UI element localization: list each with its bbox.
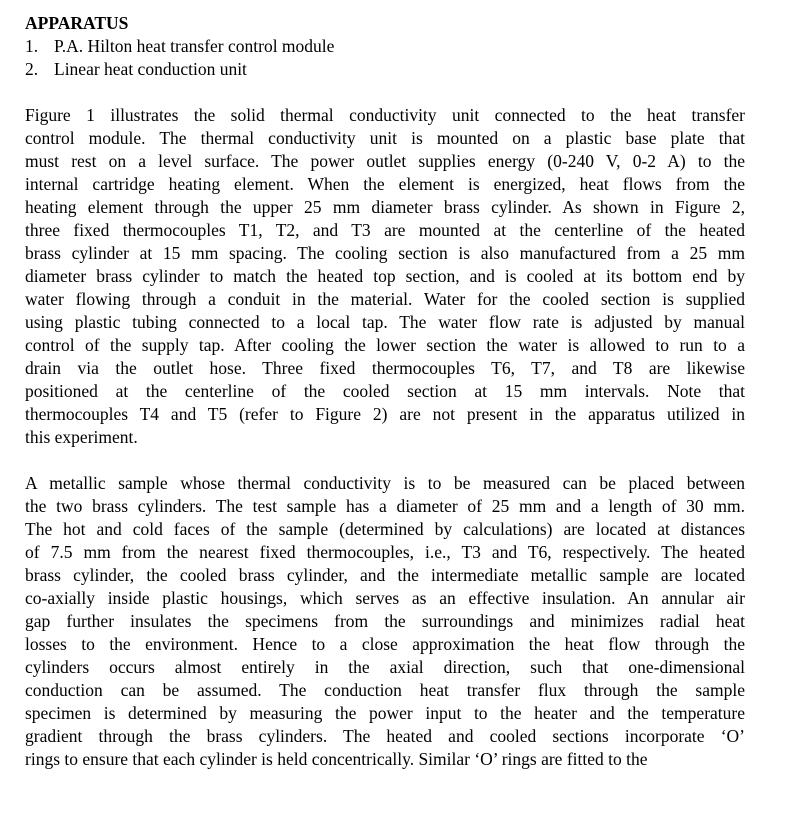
text-line: control of the supply tap. After cooling the lower section the water is allowed to run to a xyxy=(25,335,745,355)
paragraph-spacer xyxy=(25,449,745,472)
paragraph-sample-description xyxy=(25,472,745,771)
text-line: drain via the outlet hose. Three fixed thermocouples T6, T7, and T8 are likewise xyxy=(25,358,745,378)
text-line: this experiment. xyxy=(25,427,138,447)
text-line: The hot and cold faces of the sample (determined by calculations) are located at distances xyxy=(25,519,745,539)
text-line: rings to ensure that each cylinder is held concentrically. Similar ‘O’ rings are fitted to the xyxy=(25,749,648,769)
text-line: co-axially inside plastic housings, which serves as an effective insulation. An annular air xyxy=(25,588,745,608)
text-line: using plastic tubing connected to a local tap. The water flow rate is adjusted by manual xyxy=(25,312,745,332)
text-line: positioned at the centerline of the cooled section at 15 mm intervals. Note that xyxy=(25,381,745,401)
section-heading: APPARATUS xyxy=(25,13,129,33)
list-item-number: 1. xyxy=(25,36,39,56)
text-line: water flowing through a conduit in the material. Water for the cooled section is supplied xyxy=(25,289,745,309)
text-line: internal cartridge heating element. When the element is energized, heat flows from the xyxy=(25,174,745,194)
text-line: thermocouples T4 and T5 (refer to Figure 2) are not present in the apparatus utilized in xyxy=(25,404,745,424)
text-line: heating element through the upper 25 mm diameter brass cylinder. As shown in Figure 2, xyxy=(25,197,745,217)
list-item-number: 2. xyxy=(25,59,39,79)
text-line: of 7.5 mm from the nearest fixed thermocouples, i.e., T3 and T6, respectively. The heated xyxy=(25,542,745,562)
text-line: gradient through the brass cylinders. The heated and cooled sections incorporate ‘O’ xyxy=(25,726,745,746)
text-line: control module. The thermal conductivity unit is mounted on a plastic base plate that xyxy=(25,128,745,148)
list-item-text: Linear heat conduction unit xyxy=(54,59,247,79)
paragraph-figure-description xyxy=(25,104,745,449)
text-line: diameter brass cylinder to match the heated top section, and is cooled at its bottom end by xyxy=(25,266,745,286)
list-item-text: P.A. Hilton heat transfer control module xyxy=(54,36,335,56)
paragraph-spacer xyxy=(25,81,745,104)
text-line: A metallic sample whose thermal conductivity is to be measured can be placed between xyxy=(25,473,745,493)
text-line: cylinders occurs almost entirely in the axial direction, such that one-dimensional xyxy=(25,657,745,677)
text-line: losses to the environment. Hence to a close approximation the heat flow through the xyxy=(25,634,745,654)
text-line: brass cylinder at 15 mm spacing. The cooling section is also manufactured from a 25 mm xyxy=(25,243,745,263)
text-line: conduction can be assumed. The conduction heat transfer flux through the sample xyxy=(25,680,745,700)
list-item xyxy=(25,58,745,81)
apparatus-list xyxy=(25,35,745,81)
list-item xyxy=(25,35,745,58)
text-line: gap further insulates the specimens from the surroundings and minimizes radial heat xyxy=(25,611,745,631)
text-line: three fixed thermocouples T1, T2, and T3 are mounted at the centerline of the heated xyxy=(25,220,745,240)
text-line: Figure 1 illustrates the solid thermal conductivity unit connected to the heat transfer xyxy=(25,105,745,125)
text-line: the two brass cylinders. The test sample has a diameter of 25 mm and a length of 30 mm. xyxy=(25,496,745,516)
document-page xyxy=(25,12,745,771)
text-line: specimen is determined by measuring the power input to the heater and the temperature xyxy=(25,703,745,723)
text-line: must rest on a level surface. The power outlet supplies energy (0-240 V, 0-2 A) to the xyxy=(25,151,745,171)
text-line: brass cylinder, the cooled brass cylinder, and the intermediate metallic sample are located xyxy=(25,565,745,585)
